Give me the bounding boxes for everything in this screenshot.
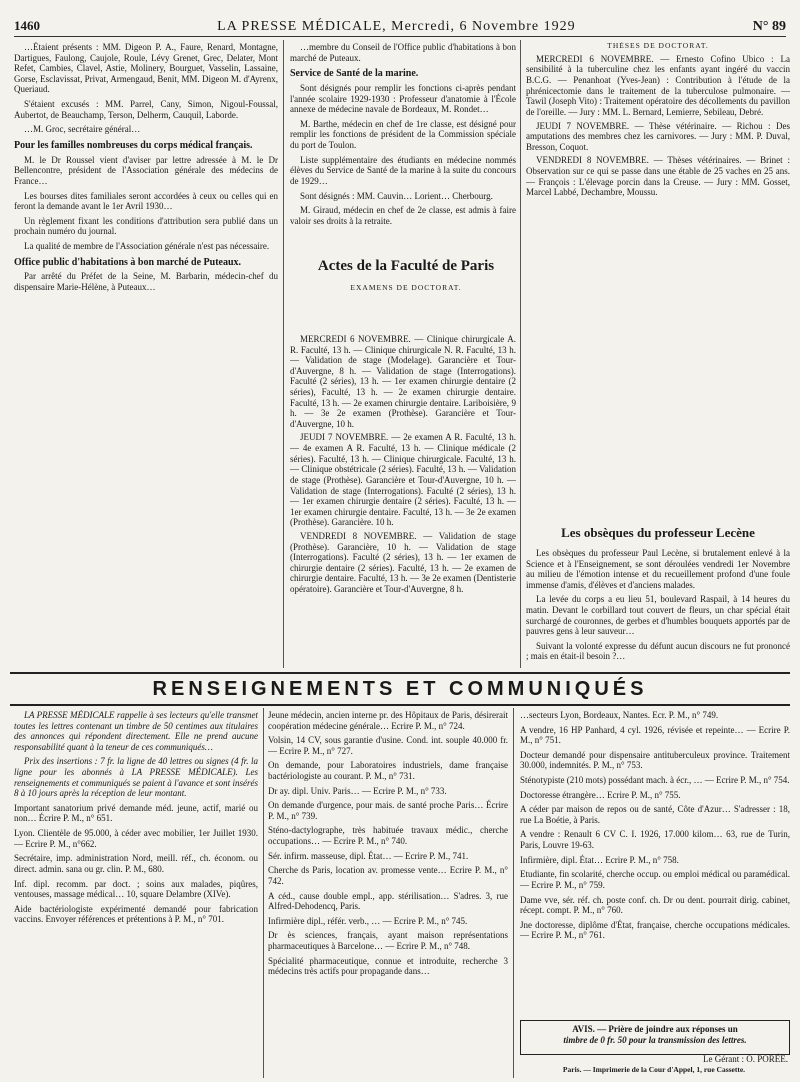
obseques-article	[526, 548, 790, 666]
faculte-title: Actes de la Faculté de Paris	[317, 258, 495, 274]
faculte-subtitle: EXAMENS DE DOCTORAT.	[350, 282, 462, 292]
classified-ad: Spécialité pharmaceutique, connue et introduite, recherche 3 médecins très actifs pour propagande dans…	[268, 955, 508, 977]
theses-day: VENDREDI 8 NOVEMBRE. — Thèses vétérinaires. — Brinet : Observation sur ce qui se passe dans une étable de 25 vaches en 25 ans. — François : L'élevage porcin dans la Creuse. — Jury : MM. Gosset, Marcel Labbé, Dechambre, Moussu.	[526, 155, 790, 198]
paragraph: M. le Dr Roussel vient d'aviser par lettre adressée à M. le Dr Bellencontre, président de l'Association générale des médecins de France…	[14, 154, 278, 186]
page-number: 1460	[14, 18, 40, 33]
classified-ad: On demande, pour Laboratoires industriels, dame française bactériologiste au courant. P. M., n° 731.	[268, 760, 508, 782]
classified-ad: Aide bactériologiste expérimenté demandé pour fabrication vaccins. Envoyer références et prétentions à P. M., n° 701.	[14, 903, 258, 925]
classified-ad: Secrétaire, imp. administration Nord, meill. réf., ch. économ. ou direct. admin. sana ou gr. clin. P. M., 680.	[14, 853, 258, 874]
classified-ad: Cherche ds Paris, location av. promesse vente… Ecrire P. M., n° 742.	[268, 865, 508, 886]
classified-ad: Sténo-dactylographe, très habituée travaux médic., cherche occupations… — Ecrire P. M., n° 740.	[268, 825, 508, 847]
section-heading: Pour les familles nombreuses du corps médical français.	[14, 139, 253, 151]
paragraph: M. Barthe, médecin en chef de 1re classe, est désigné pour remplir les fonctions de président de la Commission spéciale du port de Toulon.	[290, 118, 516, 151]
classified-ad: On demande d'urgence, pour mais. de santé proche Paris… Écrire P. M., n° 739.	[268, 800, 508, 821]
classified-ad: Docteur demandé pour dispensaire antituberculeux province. Traitement 30.000, indemnités. P. M., n° 753.	[520, 749, 790, 771]
avis-line: AVIS. — Prière de joindre aux réponses un	[572, 1024, 738, 1034]
column-rule	[263, 708, 264, 1078]
classified-ad: Inf. dipl. recomm. par doct. ; soins aux malades, piqûres, ventouses, massage médical… 10, square Delambre (XIVe).	[14, 878, 258, 900]
classified-ad: Dr ay. dipl. Univ. Paris… — Ecrire P. M., n° 733.	[268, 785, 447, 796]
masthead-title: LA PRESSE MÉDICALE, Mercredi, 6 Novembre 1929	[217, 19, 576, 34]
classified-ad: …secteurs Lyon, Bordeaux, Nantes. Ecr. P. M., n° 749.	[520, 710, 719, 720]
ads-column-middle	[268, 710, 508, 1078]
paragraph: M. Giraud, médecin en chef de 2e classe, est admis à faire valoir ses droits à la retraite.	[290, 205, 516, 226]
paragraph: Un règlement fixant les conditions d'attribution sera publié dans un prochain numéro du journal.	[14, 215, 278, 237]
classified-ad: Volsin, 14 CV, sous garantie d'usine. Cond. int. souple 40.000 fr. — Ecrire P. M., n° 727.	[268, 735, 508, 756]
issue-number: N° 89	[752, 19, 786, 34]
classified-ad: Jne doctoresse, diplôme d'État, française, cherche occupations médicales. — Ecrire P. M., n° 761.	[520, 919, 790, 941]
theses-heading: THÈSES DE DOCTORAT.	[607, 42, 709, 50]
classified-ad: Sér. infirm. masseuse, dipl. État… — Ecrire P. M., 741.	[268, 850, 469, 861]
paragraph: S'étaient excusés : MM. Parrel, Cany, Simon, Nigoul-Foussal, Aubertot, de Beauchamp, Terson, Delherm, Cauquil, Laborde.	[14, 99, 278, 120]
exam-day: VENDREDI 8 NOVEMBRE. — Validation de stage (Prothèse). Garancière, 10 h. — Validation de stage (Interrogations). Faculté (2 séries), 13 h. — 1er examen de chirurgie dentaire (2 séries). Faculté, 13 h. — 2e examen de chirurgie dentaire. Faculté, 13 h. — 3e 2e examen (Dentisterie opératoire). Garancière et Tour-d'Auvergne, 8 h.	[290, 530, 516, 595]
classified-ad: Important sanatorium privé demande méd. jeune, actif, marié ou non… Écrire P. M., n° 651.	[14, 802, 258, 824]
theses-day: JEUDI 7 NOVEMBRE. — Thèse vétérinaire. — Richou : Des amputations des membres chez les carnivores. — Jury : MM. P. Duval, Bresson, Coquot.	[526, 120, 790, 152]
paragraph: Par arrêté du Préfet de la Seine, M. Barbarin, médecin-chef du dispensaire Marie-Hélène, à Puteaux…	[14, 271, 278, 292]
classified-ad: Doctoresse étrangère… Ecrire P. M., n° 755.	[520, 789, 681, 800]
ads-column-left	[14, 710, 258, 1078]
gerant-signature: Le Gérant : O. PORÉE.	[703, 1054, 788, 1064]
classified-ad: A vendre, 16 HP Panhard, 4 cyl. 1926, révisée et repeinte… — Ecrire P. M., n° 751.	[520, 724, 790, 746]
paragraph: La levée du corps a eu lieu 51, boulevard Raspail, à 14 heures du matin. Devant le corbillard tout couvert de fleurs, un char spécial était surchargé de couronnes, de gerbes et d'humbles bouquets apportés par de pauvres gens à leur sauveur…	[526, 594, 790, 637]
classified-ad: A céder par maison de repos ou de santé, Côte d'Azur… S'adresser : 18, rue La Boétie, à Paris.	[520, 804, 790, 825]
paragraph: …M. Groc, secrétaire général…	[24, 124, 141, 135]
column-rule	[513, 708, 514, 1078]
classified-ad: Infirmière, dipl. État… Ecrire P. M., n° 758.	[520, 854, 679, 865]
imprimerie-line: Paris. — Imprimerie de la Cour d'Appel, 1, rue Cassette.	[562, 1065, 746, 1074]
column-rule	[283, 40, 284, 668]
exam-day: JEUDI 7 NOVEMBRE. — 2e examen A R. Faculté, 13 h. — 4e examen A R. Faculté, 13 h. — Clinique médicale (2 séries). Faculté, 13 h. — Clinique chirurgicale. Faculté, 13 h. — Clinique obstétricale (2 séries). Faculté, 13 h. — Validation de stage (Prothèse). Garancière et Tour-d'Auvergne, 10 h. — Validation de stage (Interrogations). Faculté (2 séries), 13 h. — 1er examen chirurgie dentaire (2 séries). Faculté, 13 h. — 1er examen chirurgie dentaire. Faculté, 13 h. — 3e 2e examen (Prothèse). Garancière. 10 h.	[290, 432, 516, 528]
paragraph: Sont désignés : MM. Cauvin… Lorient… Cherbourg.	[300, 190, 493, 201]
classified-ad: Jeune médecin, ancien interne pr. des Hôpitaux de Paris, désirerait coopération médecine générale… Ecrire P. M., n° 724.	[268, 710, 508, 731]
paragraph: …Étaient présents : MM. Digeon P. A., Faure, Renard, Montagne, Dartigues, Faulong, Caujole, Roule, Lévy Grenet, Grec, Delater, Mont Refet, Cambies, Clavel, Astie, Molinery, Bourguet, Vasselin, Lassaine, Gorse, Esclavissat, Privat, Armengaud, Benit, MM. Digeon M. d'Ayrenx, Queriaud.	[14, 42, 278, 95]
paragraph: Les bourses dites familiales seront accordées à ceux ou celles qui en feront la demande avant le 1er Avril 1930…	[14, 190, 278, 212]
ads-intro-paragraph: Prix des insertions : 7 fr. la ligne de 40 lettres ou signes (4 fr. la ligne pour les abonnés à LA PRESSE MÉDICALE). Les renseignements et communiqués se paient à l'avance et sont insérés 8 à 10 jours après la réception de leur montant.	[14, 756, 258, 799]
classified-ad: A céd., cause double empl., app. stérilisation… S'adres. 3, rue Alfred-Dehodencq, Paris.	[268, 890, 508, 912]
classified-ad: Infirmière dipl., référ. verb., … — Ecrire P. M., n° 745.	[268, 915, 468, 926]
ads-column-right	[520, 710, 790, 1016]
obseques-title: Les obsèques du professeur Lecène	[561, 525, 755, 540]
column-rule	[520, 40, 521, 668]
ads-intro	[14, 710, 258, 799]
classified-ad: Dame vve, sér. réf. ch. poste conf. ch. Dr ou dent. pourrait dirig. cabinet, récept. compt. P. M., n° 760.	[520, 894, 790, 916]
faculte-examens	[290, 334, 516, 666]
section-heading: Service de Santé de la marine.	[290, 68, 419, 80]
paragraph: Les obsèques du professeur Paul Lecène, si brutalement enlevé à la Science et à l'Enseignement, se sont déroulées vendredi 1er Novembre au milieu de l'émotion intense et du recueillement profond d'une foule immense d'amis, d'élèves et d'anciens malades.	[526, 548, 790, 590]
paragraph: Liste supplémentaire des étudiants en médecine nommés élèves du Service de Santé de la marine à la suite du concours de 1929…	[290, 154, 516, 186]
column-left	[14, 42, 278, 668]
classified-ad: Lyon. Clientèle de 95.000, à céder avec mobilier, 1er Juillet 1930. — Ecrire P. M., n°662.	[14, 828, 258, 849]
avis-line: timbre de 0 fr. 50 pour la transmission des lettres.	[563, 1034, 747, 1045]
faculte-section-header	[290, 250, 522, 330]
section-banner: RENSEIGNEMENTS ET COMMUNIQUÉS	[10, 672, 790, 706]
exam-day: MERCREDI 6 NOVEMBRE. — Clinique chirurgicale A. R. Faculté, 13 h. — Clinique chirurgicale N. R. Faculté, 13 h. — Validation de stage (Modelage). Garancière et Tour-d'Auvergne, 8 h. — Validation de stage (Interrogations). Faculté (2 séries), 13 h. — 1er examen chirurgie dentaire (2 séries), Faculté, 13 h. — 2e examen chirurgie dentaire. Faculté, 13 h. — 2e examen chirurgie dentaire. Lariboisière, 9 h. — 3e 2e examen (Prothèse). Garancière et Tour-d'Auvergne, 10 h.	[290, 334, 516, 429]
avis-notice-box	[520, 1020, 790, 1055]
paragraph: …membre du Conseil de l'Office public d'habitations à bon marché de Puteaux.	[290, 42, 516, 63]
classified-ad: Dr ès sciences, français, ayant maison représentations pharmaceutiques à Barcelone… — Ecrire P. M., n° 748.	[268, 930, 508, 951]
classified-ad: Etudiante, fin scolarité, cherche occup. ou emploi médical ou paramédical. — Ecrire P. M., n° 759.	[520, 869, 790, 890]
column-middle-top	[290, 42, 516, 246]
theses-day: MERCREDI 6 NOVEMBRE. — Ernesto Cofino Ubico : La sensibilité à la tuberculine chez les enfants ayant ingéré du vaccin B.C.G. — Penanhoat (Yves-Jean) : Contribution à l'étude de la phrénicectomie dans le traitement de la tuberculose pulmonaire. — Tawil (Joseph Vito) : Traitement opératoire des décollements du pavillon de l'oreille. — Jury : MM. L. Bernard, Lemierre, Sebileau, Debré.	[526, 53, 790, 117]
masthead	[14, 18, 786, 37]
paragraph: La qualité de membre de l'Association générale n'est pas nécessaire.	[24, 240, 270, 251]
ads-intro-paragraph: LA PRESSE MÉDICALE rappelle à ses lecteurs qu'elle transmet toutes les lettres contenant un timbre de 50 centimes aux titulaires des annonces qui répondent directement. Elle ne prend aucune responsabilité quant à la teneur de ces communiqués…	[14, 710, 258, 752]
classified-ad: A vendre : Renault 6 CV C. I. 1926, 17.000 kilom… 63, rue de Turin, Paris, Louvre 19-63.	[520, 829, 790, 851]
classified-ad: Sténotypiste (210 mots) possédant mach. à écr., … — Ecrire P. M., n° 754.	[520, 775, 790, 786]
paragraph: Sont désignés pour remplir les fonctions ci-après pendant l'année scolaire 1929-1930 : Professeur d'anatomie à l'École annexe de médecine navale de Bordeaux, M. Rondet…	[290, 83, 516, 115]
paragraph: Suivant la volonté expresse du défunt aucun discours ne fut prononcé ; mais en était-il besoin ?…	[526, 640, 790, 662]
column-right-top	[526, 42, 790, 512]
section-heading: Office public d'habitations à bon marché de Puteaux.	[14, 256, 242, 268]
